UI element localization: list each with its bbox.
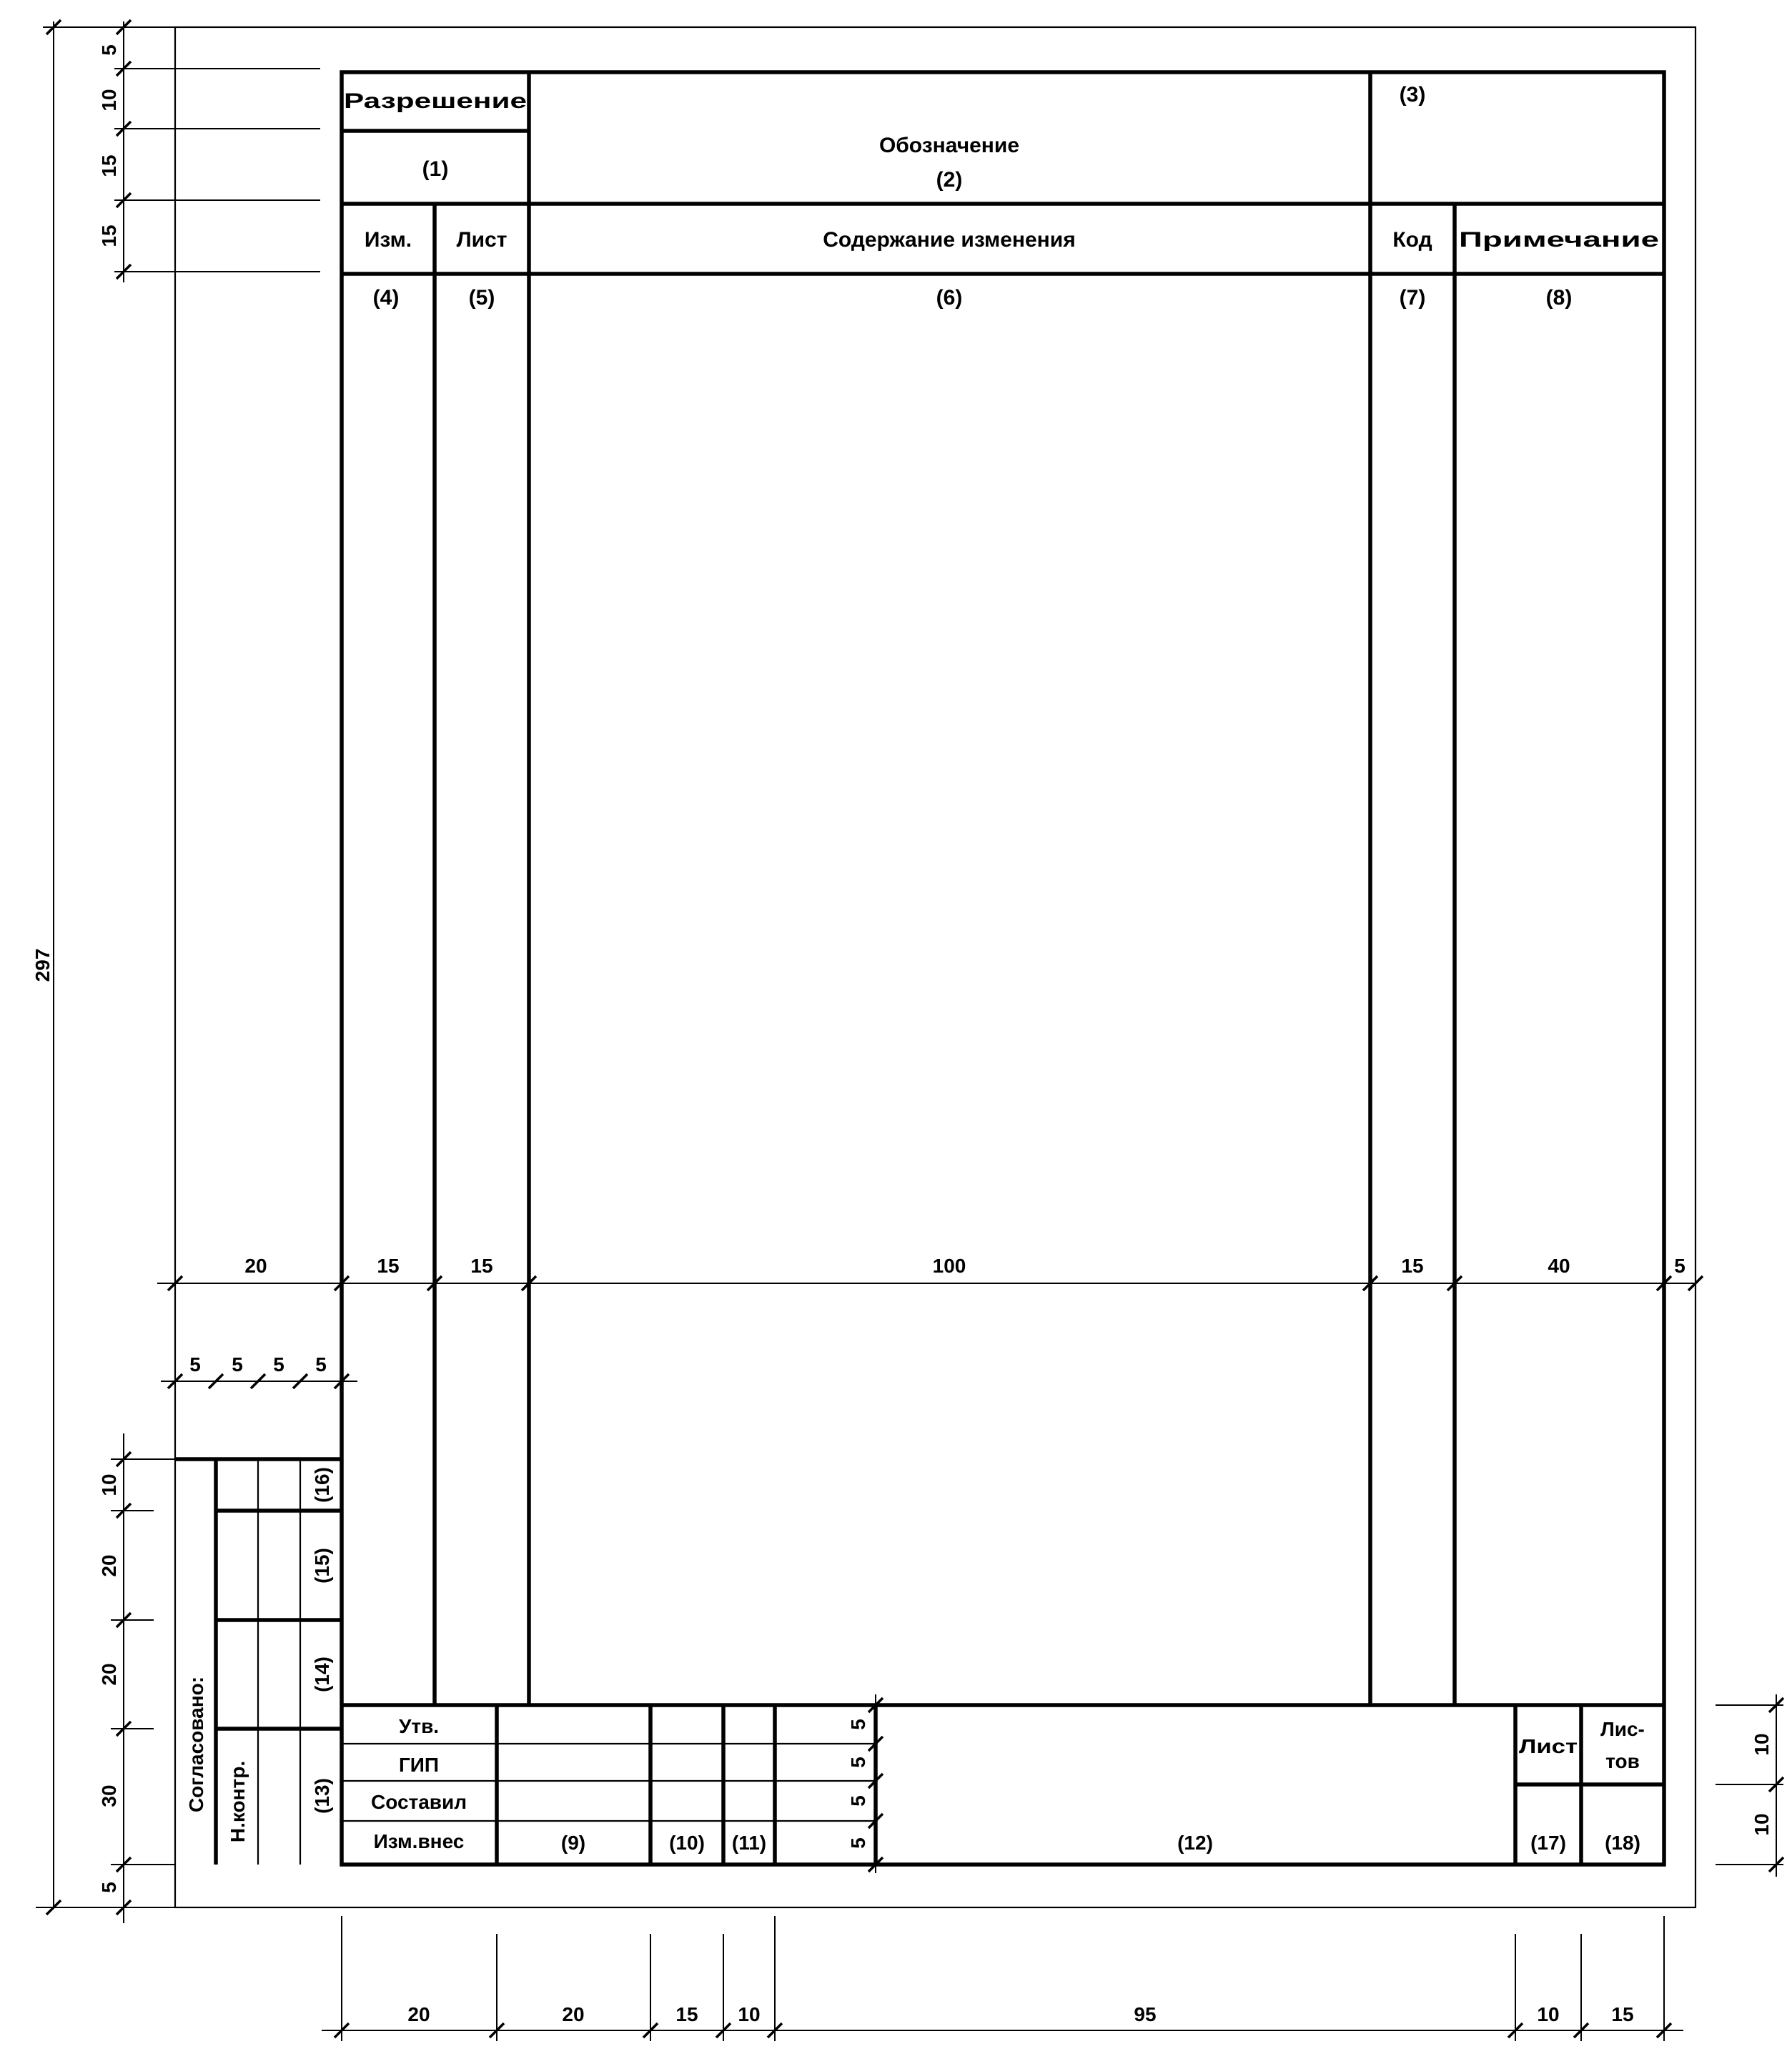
agreement-texts xyxy=(185,1467,333,1842)
dim-sign-width-label-4: 5 xyxy=(315,1353,327,1376)
dim-agreement-v-label-1: 10 xyxy=(98,1473,120,1496)
field-number-9: (9) xyxy=(560,1832,586,1854)
dim-agreement-v-label-3: 20 xyxy=(98,1663,120,1686)
dim-stamp-row-label-3: 5 xyxy=(847,1795,869,1807)
dim-sign-width-label-2: 5 xyxy=(232,1353,243,1376)
dim-column-width-label-7: 5 xyxy=(1674,1255,1685,1277)
dim-stamp-row-label-2: 5 xyxy=(847,1757,869,1768)
permission-label: Разрешение xyxy=(344,89,527,113)
dim-left-v-label-2: 10 xyxy=(98,89,120,112)
dim-sign-width-label-3: 5 xyxy=(273,1353,284,1376)
field-number-4: (4) xyxy=(372,286,400,310)
column-label-code: Код xyxy=(1392,228,1432,252)
field-number-17: (17) xyxy=(1530,1832,1566,1854)
dim-bottom-width-label-6: 10 xyxy=(1537,2003,1560,2025)
field-number-7: (7) xyxy=(1399,286,1426,310)
dim-column-width-label-6: 40 xyxy=(1548,1255,1570,1277)
field-number-13: (13) xyxy=(311,1778,333,1814)
dim-stamp-row-label-4: 5 xyxy=(847,1837,869,1849)
dim-column-width-label-3: 15 xyxy=(470,1255,493,1277)
dim-agreement-v-label-5: 5 xyxy=(98,1882,120,1893)
column-label-note: Примечание xyxy=(1459,228,1659,252)
field-number-8: (8) xyxy=(1545,286,1573,310)
stamp-compiled-label: Составил xyxy=(370,1791,467,1813)
agreed-label: Согласовано: xyxy=(185,1676,207,1813)
dim-right-v-label-1: 10 xyxy=(1751,1733,1773,1756)
field-number-3: (3) xyxy=(1399,83,1426,107)
dim-right-v-label-2: 10 xyxy=(1751,1813,1773,1836)
norm-control-label: Н.контр. xyxy=(227,1760,249,1843)
field-number-5: (5) xyxy=(468,286,495,310)
stamp-sheets-label-line1: Лис- xyxy=(1600,1718,1645,1740)
dim-stamp-row-label-1: 5 xyxy=(847,1719,869,1730)
dim-sign-width-label-1: 5 xyxy=(189,1353,201,1376)
dim-bottom-width-label-5: 95 xyxy=(1134,2003,1157,2025)
field-number-11: (11) xyxy=(731,1832,767,1854)
sheet-border xyxy=(175,27,1696,1907)
dim-agreement-v-label-2: 20 xyxy=(98,1554,120,1577)
column-label-content: Содержание изменения xyxy=(823,228,1076,252)
dim-left-v-label-3: 15 xyxy=(98,154,120,177)
field-number-12: (12) xyxy=(1177,1832,1213,1854)
field-number-15: (15) xyxy=(311,1548,333,1584)
designation-label: Обозначение xyxy=(878,134,1020,157)
stamp-approved-label: Утв. xyxy=(398,1715,440,1737)
dim-total-height-label: 297 xyxy=(31,948,54,982)
stamp-gip-label: ГИП xyxy=(398,1754,440,1776)
field-number-18: (18) xyxy=(1605,1832,1640,1854)
field-number-16: (16) xyxy=(311,1467,333,1503)
dim-bottom-width-label-4: 10 xyxy=(738,2003,761,2025)
dim-left-v-label-1: 5 xyxy=(98,44,120,56)
dim-bottom-width-label-3: 15 xyxy=(675,2003,698,2025)
dim-bottom-width-label-2: 20 xyxy=(562,2003,585,2025)
column-label-change: Изм. xyxy=(364,228,412,252)
dim-agreement-v-label-4: 30 xyxy=(98,1784,120,1807)
main-frame xyxy=(342,72,1664,1865)
dim-bottom-width-label-7: 15 xyxy=(1611,2003,1634,2025)
dim-left-v-label-4: 15 xyxy=(98,224,120,247)
field-number-2: (2) xyxy=(936,168,963,192)
dim-column-width-label-2: 15 xyxy=(377,1255,400,1277)
field-number-10: (10) xyxy=(669,1832,705,1854)
dim-column-width-label-1: 20 xyxy=(244,1255,267,1277)
stamp-entered-label: Изм.внес xyxy=(373,1830,465,1852)
dim-column-width-label-4: 100 xyxy=(932,1255,966,1277)
column-label-sheet: Лист xyxy=(456,228,508,252)
stamp-sheet-label: Лист xyxy=(1519,1735,1578,1757)
field-number-1: (1) xyxy=(422,157,449,181)
form-lines xyxy=(175,27,1696,1907)
field-number-6: (6) xyxy=(936,286,963,310)
stamp-texts xyxy=(371,1715,1645,1854)
dim-column-width-label-5: 15 xyxy=(1401,1255,1424,1277)
field-number-14: (14) xyxy=(311,1656,333,1692)
stamp-sheets-label-line2: тов xyxy=(1605,1750,1640,1772)
dim-bottom-width-label-1: 20 xyxy=(407,2003,430,2025)
